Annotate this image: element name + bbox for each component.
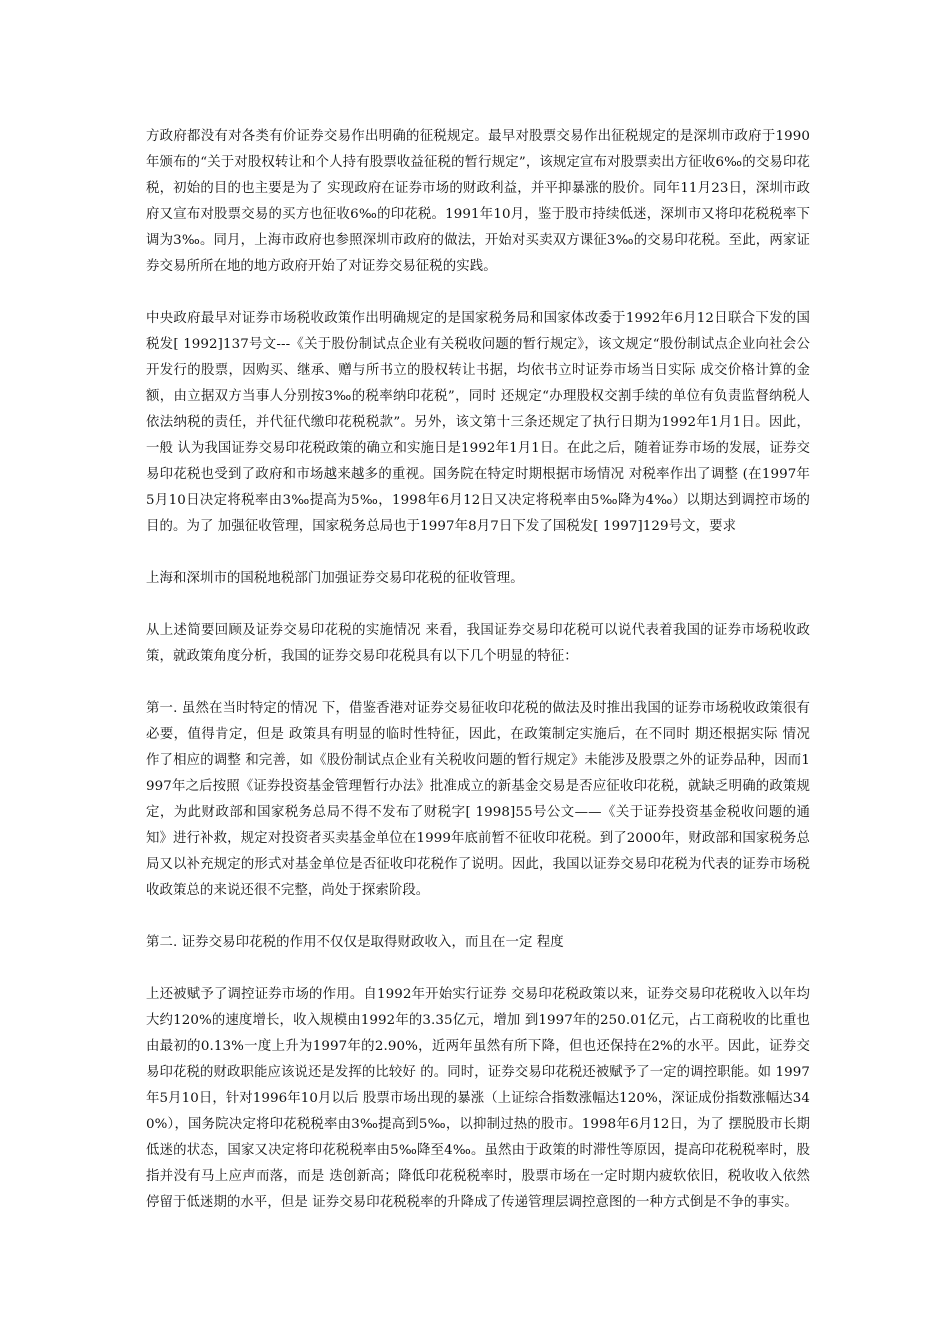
paragraph-feature-two-body: 上还被赋予了调控证券市场的作用。自1992年开始实行证券 交易印花税政策以来，证券交易印花税收入以年均大约120%的速度增长，收入规模由1992年的3.35亿元，增加 到1997年的250.01亿元，占工商税收的比重也由最初的0.13%一度上升为1997年的2.90%，近两年虽然有所下降，但也还保持在2%的水平。因此，证券交易印花税的财政职能应该说还是发挥的比较好 的。同时，证券交易印花税还被赋予了一定的调控职能。如 1997年5月10日，针对1996年10月以后 股票市场出现的暴涨（上证综合指数涨幅达120%，深证成份指数涨幅达340%），国务院决定将印花税税率由3‰提高到5‰，以抑制过热的股市。1998年6月12日，为了 摆脱股市长期低迷的状态，国家又决定将印花税税率由5‰降至4‰。虽然由于政策的时滞性等原因，提高印花税税率时，股指并没有马上应声而落，而是 迭创新高；降低印花税税率时，股票市场在一定时期内疲软依旧，税收收入依然停留于低迷期的水平，但是 证券交易印花税税率的升降成了传递管理层调控意图的一种方式倒是不争的事实。 [146,987,810,1210]
paragraph-feature-two-heading: 第二. 证券交易印花税的作用不仅仅是取得财政收入，而且在一定 程度 [146,935,564,950]
paragraph-central-government-policy: 中央政府最早对证券市场税收政策作出明确规定的是国家税务局和国家体改委于1992年6月12日联合下发的国税发[ 1992]137号文---《关于股份制试点企业有关税收问题的暂行规定》，该文规定“股份制试点企业向社会公开发行的股票，因购买、继承、赠与所书立的股权转让书据，均依书立时证券市场当日实际 成交价格计算的金额，由立据双方当事人分别按3‰的税率纳印花税”，同时 还规定“办理股权交割手续的单位有负责监督纳税人依法纳税的责任，并代征代缴印花税税款”。另外，该文第十三条还规定了执行日期为1992年1月1日。因此，一般 认为我国证券交易印花税政策的确立和实施日是1992年1月1日。在此之后，随着证券市场的发展，证券交易印花税也受到了政府和市场越来越多的重视。国务院在特定时期根据市场情况 对税率作出了调整 (在1997年5月10日决定将税率由3‰提高为5‰，1998年6月12日又决定将税率由5‰降为4‰）以期达到调控市场的目的。为了 加强征收管理，国家税务总局也于1997年8月7日下发了国税发[ 1997]129号文，要求 [146,311,810,534]
paragraph-local-government-tax: 方政府都没有对各类有价证券交易作出明确的征税规定。最早对股票交易作出征税规定的是深圳市政府于1990年颁布的“关于对股权转让和个人持有股票收益征税的暂行规定”，该规定宣布对股票卖出方征收6‰的交易印花税，初始的目的也主要是为了 实现政府在证券市场的财政利益，并平抑暴涨的股价。同年11月23日，深圳市政府又宣布对股票交易的买方也征收6‰的印花税。1991年10月，鉴于股市持续低迷，深圳市又将印花税税率下调为3‰。同月，上海市政府也参照深圳市政府的做法，开始对买卖双方课征3‰的交易印花税。至此，两家证券交易所所在地的地方政府开始了对证券交易征税的实践。 [146,129,810,274]
paragraph-shanghai-shenzhen-management: 上海和深圳市的国税地税部门加强证券交易印花税的征收管理。 [146,571,524,586]
paragraph-feature-one: 第一. 虽然在当时特定的情况 下，借鉴香港对证券交易征收印花税的做法及时推出我国的证券市场税收政策很有必要，值得肯定，但是 政策具有明显的临时性特征，因此，在政策制定实施后，在不同时 期还根据实际 情况 作了相应的调整 和完善，如《股份制试点企业有关税收问题的暂行规定》未能涉及股票之外的证券品种，因而1997年之后按照《证券投资基金管理暂行办法》批准成立的新基金交易是否应征收印花税，就缺乏明确的政策规定，为此财政部和国家税务总局不得不发布了财税字[ 1998]55号公文——《关于证券投资基金税收问题的通知》进行补救，规定对投资者买卖基金单位在1999年底前暂不征收印花税。到了2000年，财政部和国家税务总局又以补充规定的形式对基金单位是否征收印花税作了说明。因此，我国以证券交易印花税为代表的证券市场税收政策总的来说还很不完整，尚处于探索阶段。 [146,701,810,898]
paragraph-policy-features-intro: 从上述简要回顾及证券交易印花税的实施情况 来看，我国证券交易印花税可以说代表着我国的证券市场税收政策，就政策角度分析，我国的证券交易印花税具有以下几个明显的特征： [146,623,810,664]
document-body [146,124,810,1216]
